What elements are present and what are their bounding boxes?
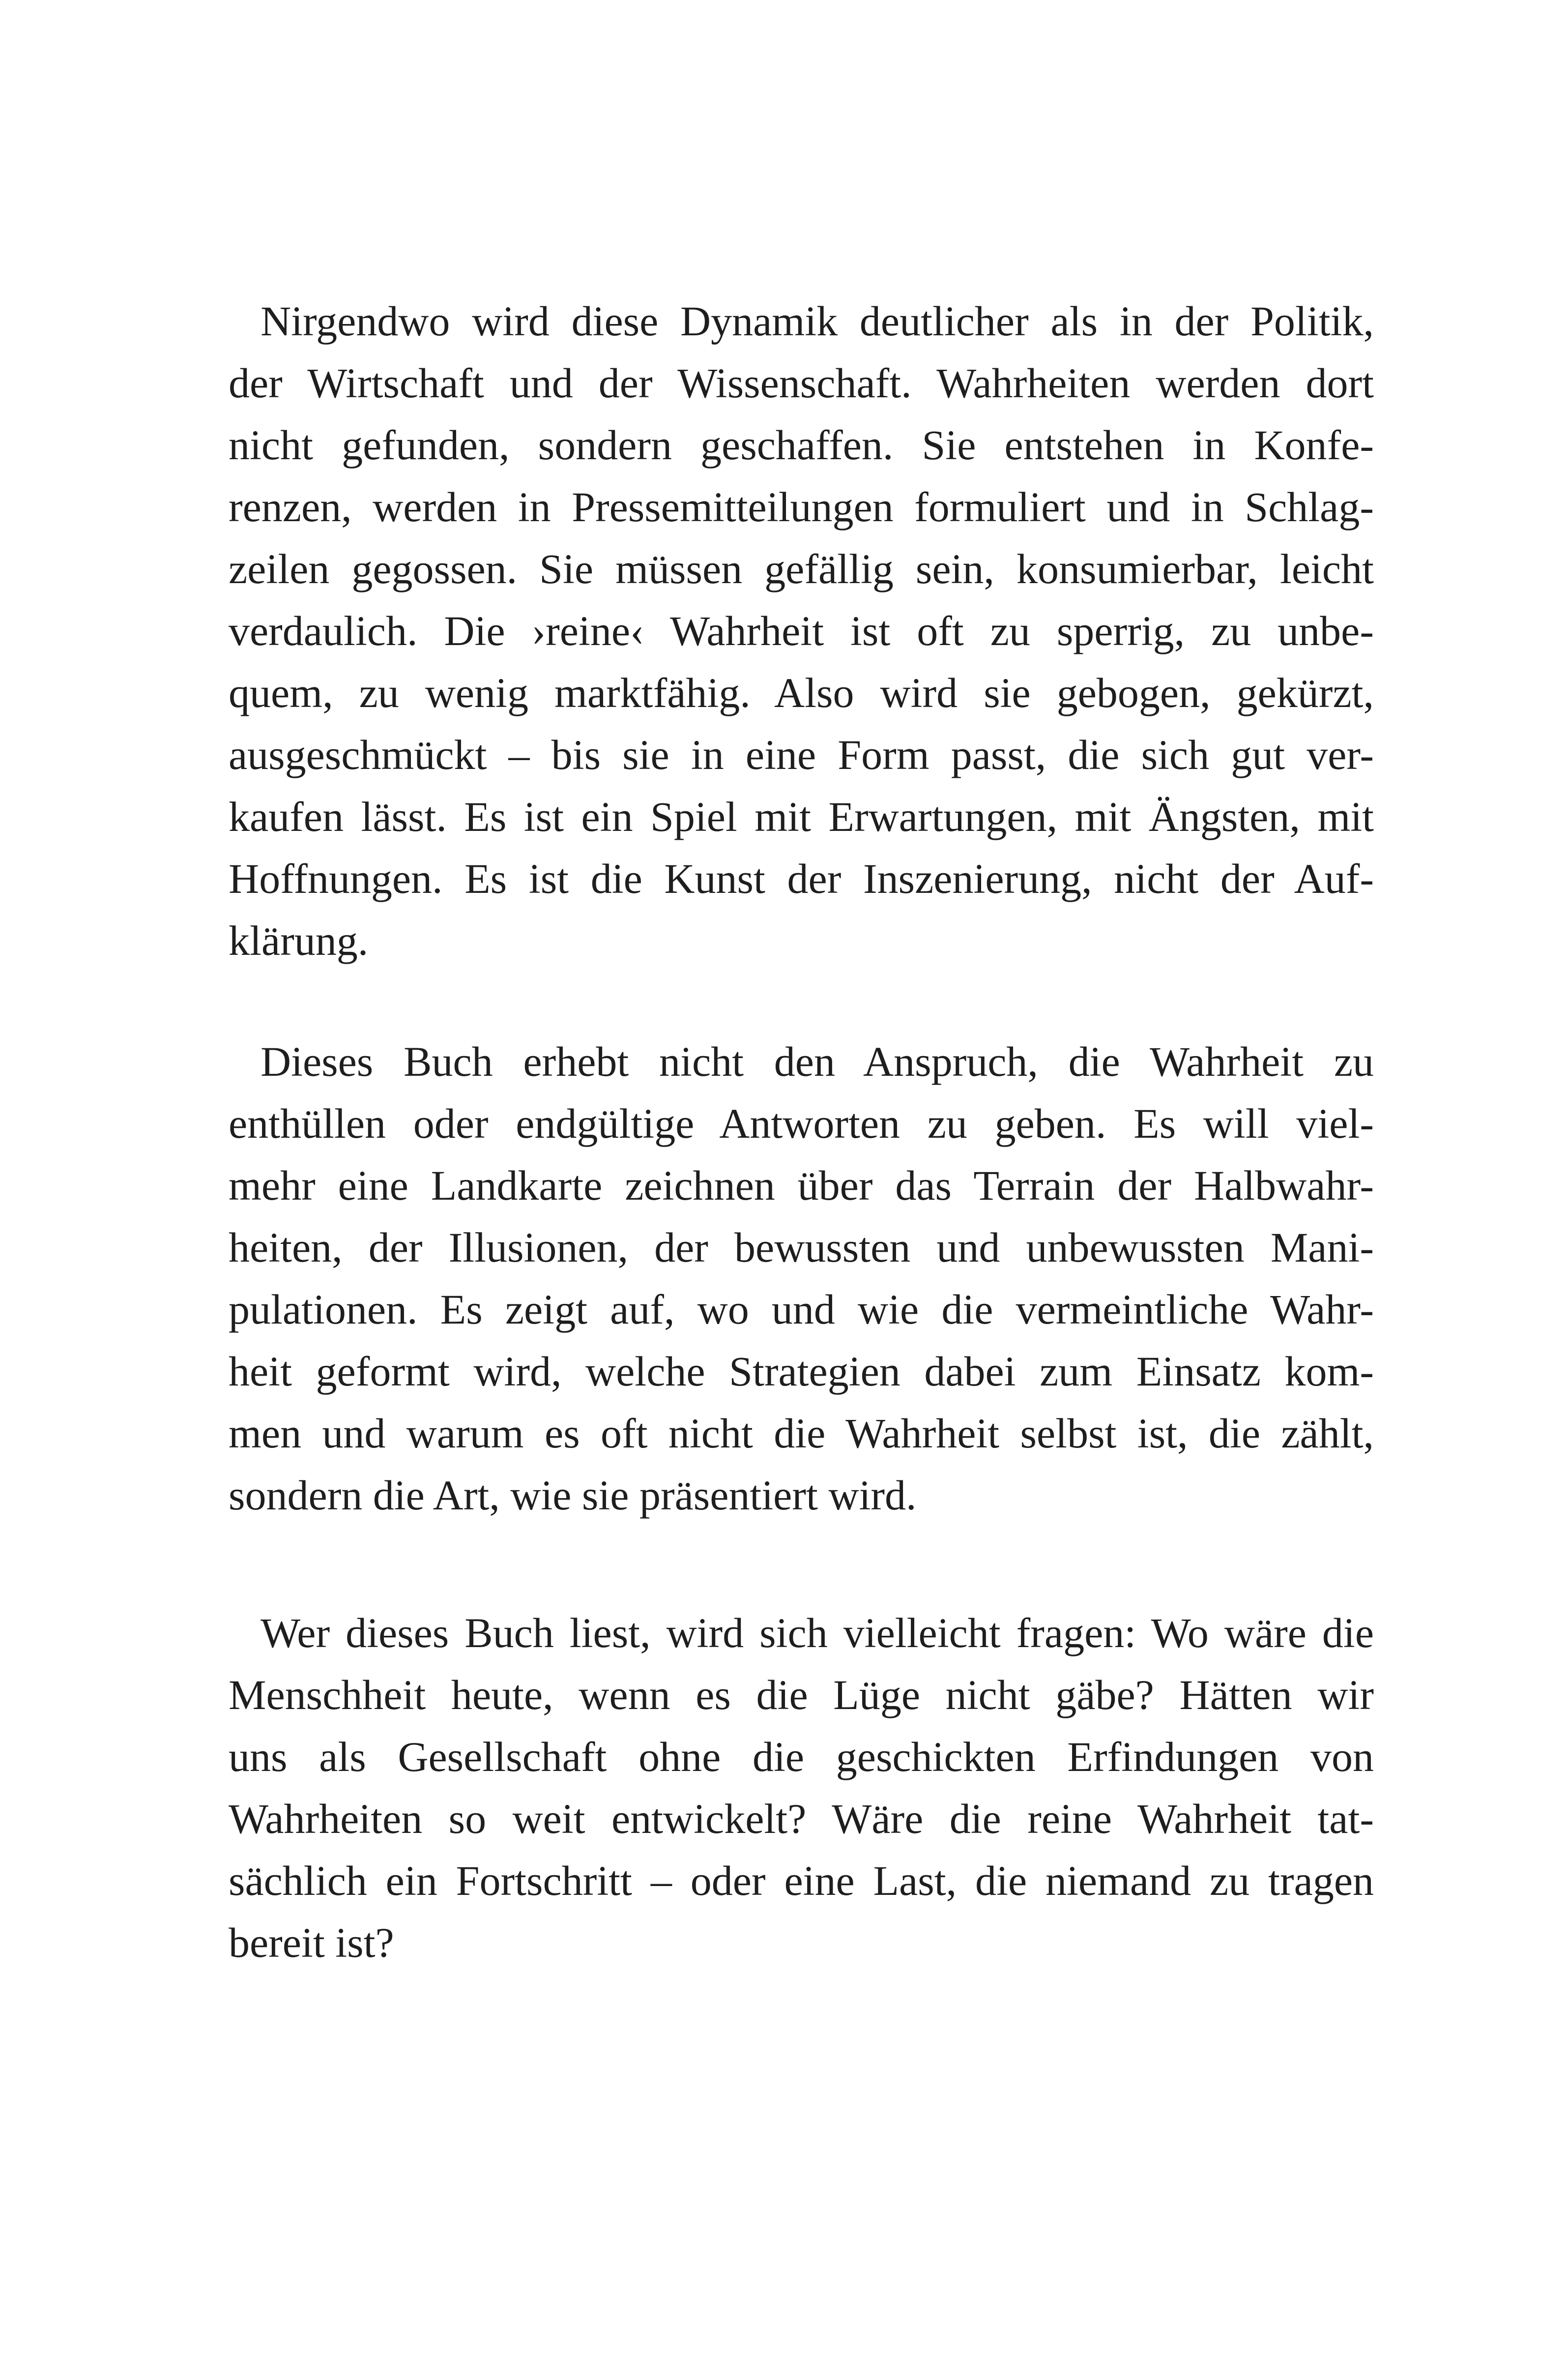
text-line: verdaulich. Die ›reine‹ Wahrheit ist oft zu sperrig, zu unbe-	[229, 607, 1374, 654]
text-line: renzen, werden in Pressemitteilungen formuliert und in Schlag-	[229, 483, 1374, 531]
text-line: Wahrheiten so weit entwickelt? Wäre die reine Wahrheit tat-	[229, 1795, 1374, 1842]
text-line: mehr eine Landkarte zeichnen über das Terrain der Halbwahr-	[229, 1162, 1374, 1209]
text-line: Hoffnungen. Es ist die Kunst der Inszenierung, nicht der Auf-	[229, 855, 1374, 902]
text-line: men und warum es oft nicht die Wahrheit selbst ist, die zählt,	[229, 1410, 1374, 1457]
text-line: Dieses Buch erhebt nicht den Anspruch, die Wahrheit zu	[261, 1038, 1374, 1085]
text-line: heiten, der Illusionen, der bewussten und unbewussten Mani-	[229, 1224, 1374, 1271]
text-line: heit geformt wird, welche Strategien dabei zum Einsatz kom-	[229, 1348, 1374, 1395]
paragraph-2	[229, 1031, 1374, 1526]
text-line: nicht gefunden, sondern geschaffen. Sie entstehen in Konfe-	[229, 421, 1374, 469]
text-line: ausgeschmückt – bis sie in eine Form passt, die sich gut ver-	[229, 731, 1374, 778]
text-line: enthüllen oder endgültige Antworten zu geben. Es will viel-	[229, 1100, 1374, 1147]
text-line: klärung.	[229, 917, 369, 964]
text-line: uns als Gesellschaft ohne die geschickten Erfindungen von	[229, 1733, 1374, 1780]
paragraph-3	[229, 1602, 1374, 1974]
text-line: Nirgendwo wird diese Dynamik deutlicher als in der Politik,	[261, 297, 1374, 345]
text-line: sondern die Art, wie sie präsentiert wird.	[229, 1472, 917, 1519]
text-line: Menschheit heute, wenn es die Lüge nicht gäbe? Hätten wir	[229, 1671, 1374, 1718]
paragraph-1	[229, 290, 1374, 972]
text-line: quem, zu wenig marktfähig. Also wird sie gebogen, gekürzt,	[229, 669, 1374, 716]
text-line: zeilen gegossen. Sie müssen gefällig sein, konsumierbar, leicht	[229, 545, 1374, 592]
text-line: der Wirtschaft und der Wissenschaft. Wahrheiten werden dort	[229, 359, 1374, 407]
text-line: bereit ist?	[229, 1919, 394, 1966]
text-line: sächlich ein Fortschritt – oder eine Last, die niemand zu tragen	[229, 1857, 1374, 1904]
text-line: Wer dieses Buch liest, wird sich vielleicht fragen: Wo wäre die	[261, 1609, 1374, 1656]
text-line: pulationen. Es zeigt auf, wo und wie die vermeintliche Wahr-	[229, 1286, 1374, 1333]
text-line: kaufen lässt. Es ist ein Spiel mit Erwartungen, mit Ängsten, mit	[229, 793, 1374, 840]
